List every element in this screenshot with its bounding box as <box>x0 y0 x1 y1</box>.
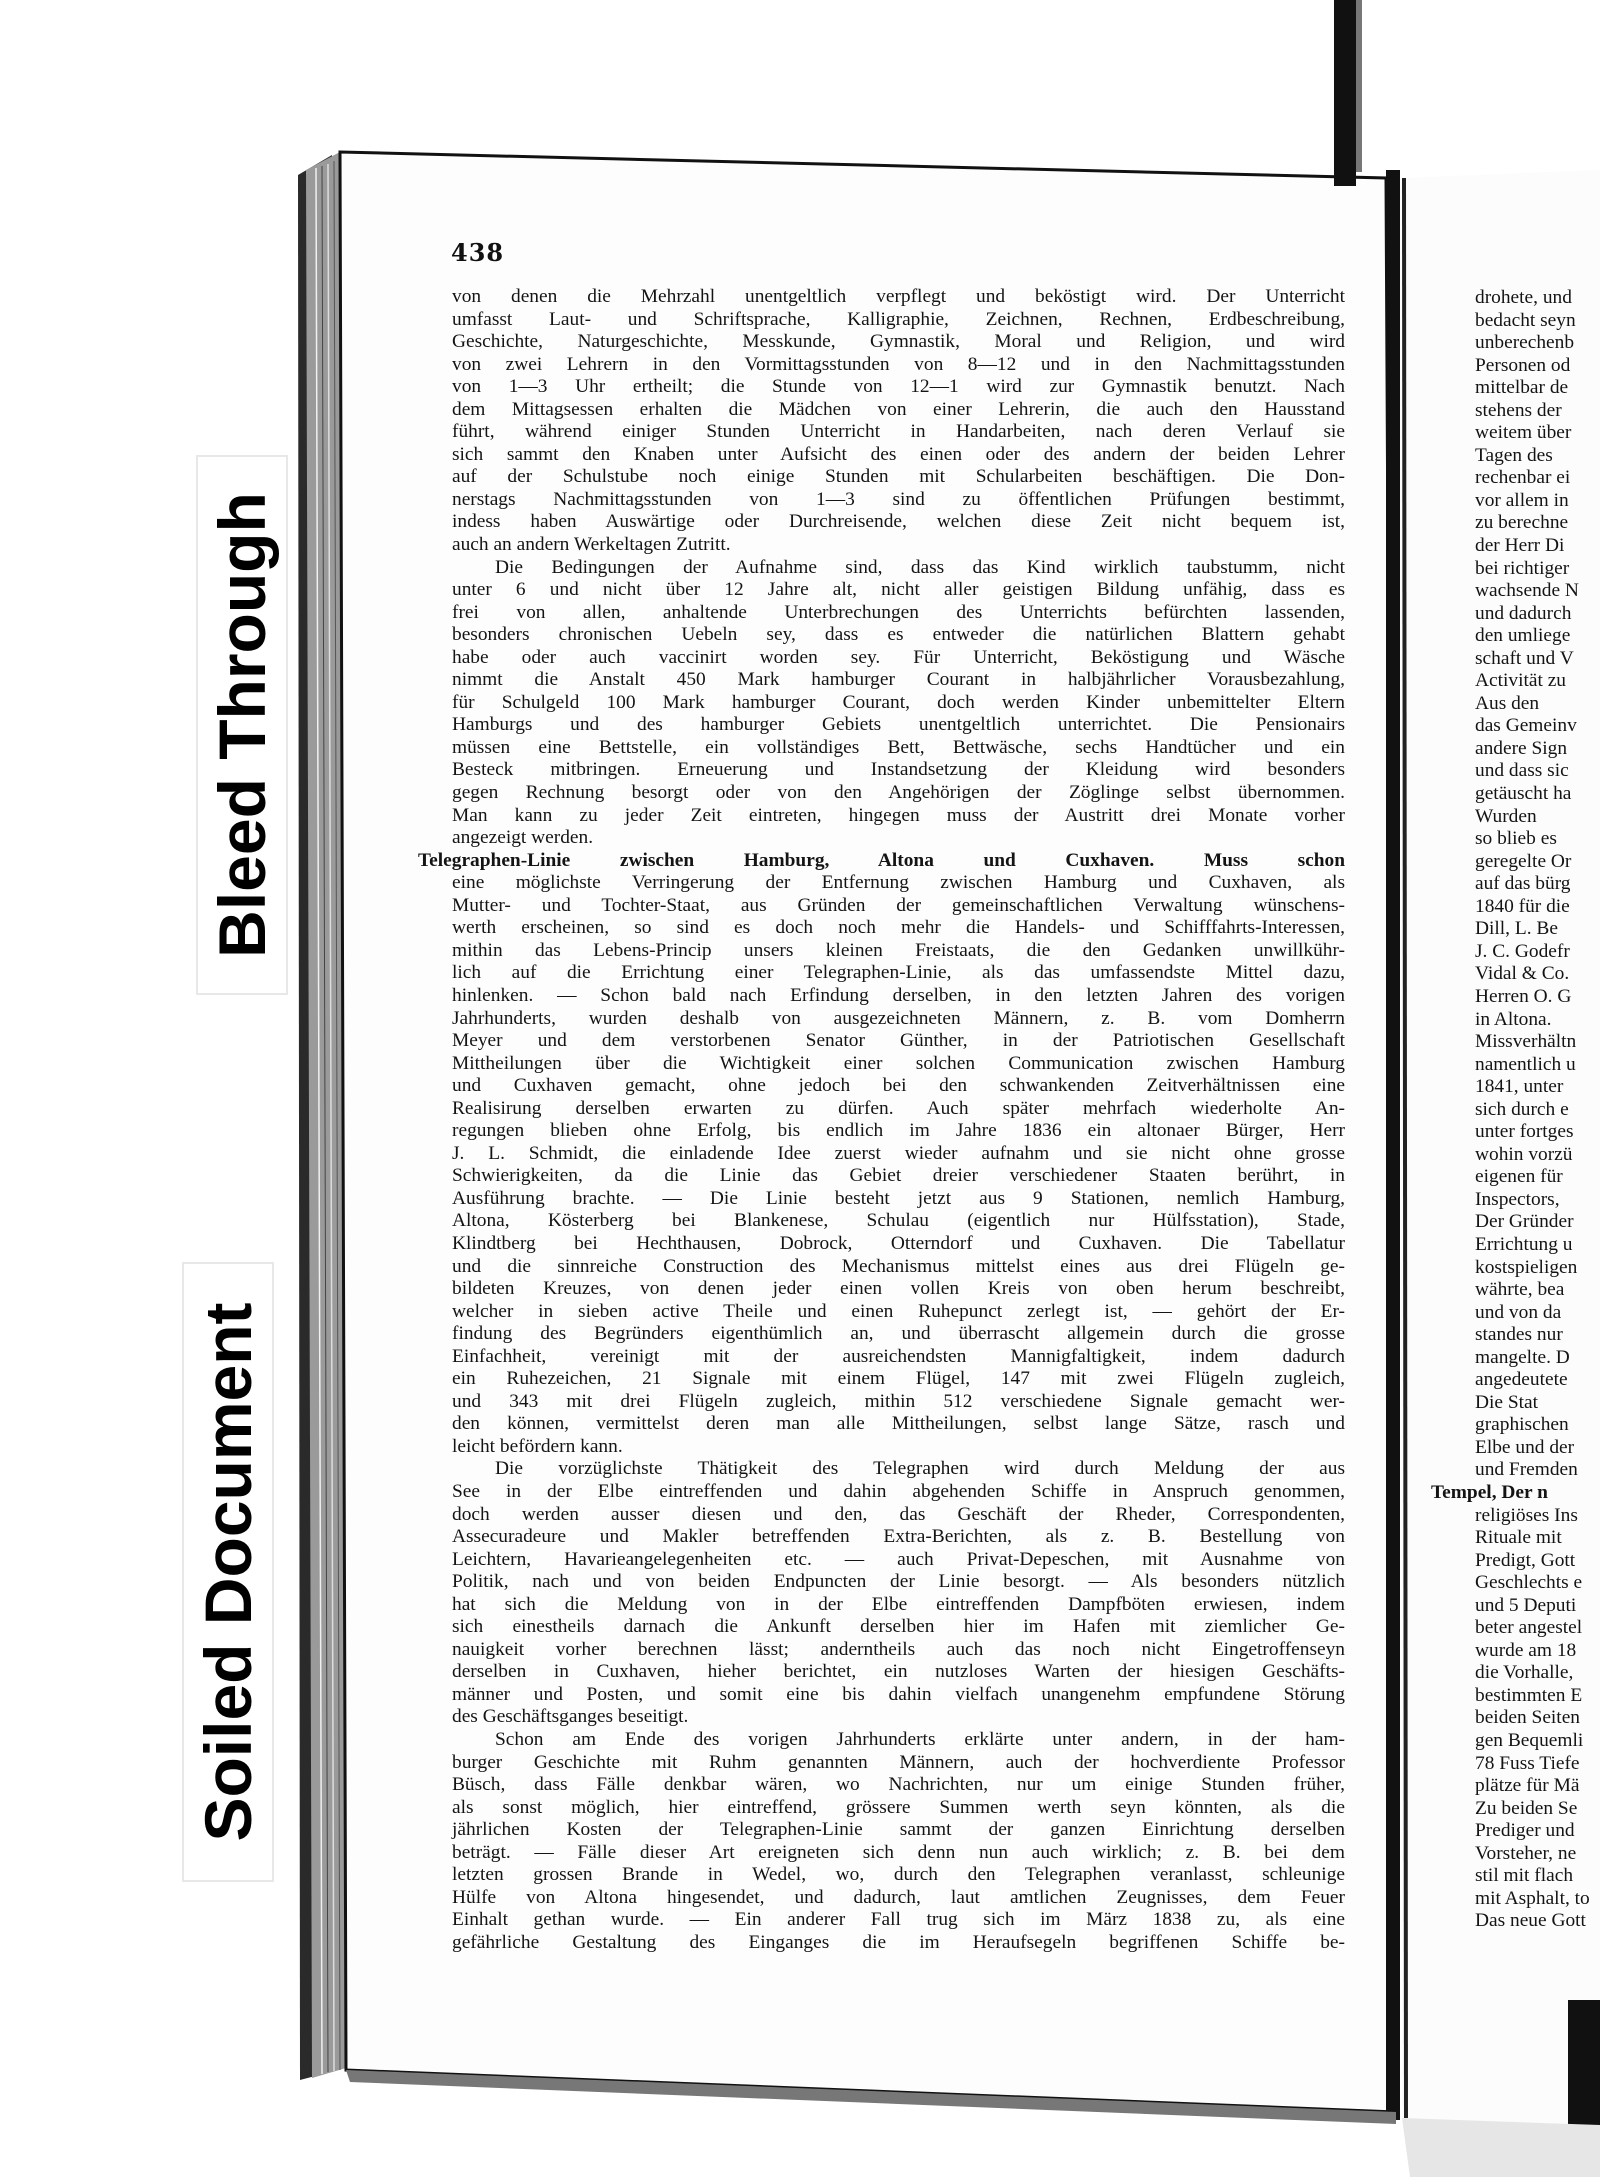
text-line: Mutter- und Tochter-Staat, aus Gründen der gemeinschaftlichen Verwaltung wünschens- <box>452 894 1345 916</box>
text-line: beträgt. — Fälle dieser Art ereigneten sich denn nun auch wirklich; z. B. bei dem <box>452 1841 1345 1863</box>
text-line: Assecuradeure und Makler betreffenden Extra-Berichten, als z. B. Bestellung von <box>452 1526 1345 1548</box>
text-line: J. L. Schmidt, die einladende Idee zuerst wieder aufnahm und sie nicht ohne grosse <box>452 1142 1345 1164</box>
facing-text-line: 1841, unter <box>1475 1076 1564 1098</box>
facing-text-line: bei richtiger <box>1475 557 1570 579</box>
text-line: auch an andern Werkeltagen Zutritt. <box>452 534 731 556</box>
text-line: und die sinnreiche Construction des Mechanismus mittelst eines aus drei Flügeln ge- <box>452 1255 1345 1277</box>
text-line: jährlichen Kosten der Telegraphen-Linie sammt der ganzen Einrichtung derselben <box>452 1819 1345 1841</box>
text-line: Meyer und dem verstorbenen Senator Günther, in der Patriotischen Gesellschaft <box>452 1030 1345 1052</box>
text-line: Die Bedingungen der Aufnahme sind, dass das Kind wirklich taubstumm, nicht <box>495 556 1345 578</box>
bleed-through-text: Bleed Through <box>205 492 279 958</box>
facing-text-line: mittelbar de <box>1475 377 1569 399</box>
facing-text-line: kostspieligen <box>1475 1256 1578 1278</box>
facing-text-line: geregelte Or <box>1475 850 1572 872</box>
soiled-document-label <box>182 1262 274 1882</box>
text-line: welcher in sieben active Theile und einen Ruhepunct zerlegt ist, — gehört der Er- <box>452 1300 1345 1322</box>
text-line: Telegraphen-Linie zwischen Hamburg, Altona und Cuxhaven. Muss schon <box>418 849 1345 871</box>
facing-text-line: Tagen des <box>1475 444 1553 466</box>
text-line: für Schulgeld 100 Mark hamburger Courant, doch werden Kinder unbemittelter Eltern <box>452 691 1345 713</box>
text-line: Besteck mitbringen. Erneuerung und Instandsetzung der Kleidung wird besonders <box>452 759 1345 781</box>
text-line: von denen die Mehrzahl unentgeltlich verpflegt und beköstigt wird. Der Unterricht <box>452 286 1345 307</box>
text-line: dem Mittagsessen erhalten die Mädchen von einer Lehrerin, die auch den Hausstand <box>452 398 1345 420</box>
text-line: männer und Posten, und somit eine bis dahin vielfach unangenehm empfundene Störung <box>452 1683 1345 1705</box>
text-line: ein Ruhezeichen, 21 Signale mit einem Flügel, 147 mit zwei Flügeln zugleich, <box>452 1368 1345 1390</box>
text-line: von zwei Lehrern in den Vormittagsstunden von 8—12 und in den Nachmittagsstunden <box>452 353 1345 375</box>
text-line: als sonst möglich, hier eintreffend, grössere Summen werth seyn könnten, als die <box>452 1796 1345 1818</box>
text-line: Leichtern, Havarieangelegenheiten etc. — auch Privat-Depeschen, mit Ausnahme von <box>452 1548 1345 1570</box>
text-line: nerstags Nachmittagsstunden von 1—3 sind zu öffentlichen Prüfungen bestimmt, <box>452 488 1345 510</box>
facing-text-line: Prediger und <box>1475 1820 1575 1842</box>
text-line: führt, während einiger Stunden Unterricht in Handarbeiten, nach deren Verlauf sie <box>452 421 1345 443</box>
facing-text-line: Geschlechts e <box>1475 1572 1583 1594</box>
facing-text-line: Elbe und der <box>1475 1436 1575 1458</box>
facing-text-line: Missverhältn <box>1475 1031 1577 1053</box>
text-line: Einfachheit, vereinigt mit der ausreichendsten Mannigfaltigkeit, indem dadurch <box>452 1345 1345 1367</box>
text-line: und Cuxhaven gemacht, ohne jedoch bei den schwankenden Zeitverhältnissen eine <box>452 1075 1345 1097</box>
text-line: regungen blieben ohne Erfolg, bis endlich im Jahre 1836 ein altonaer Bürger, Herr <box>452 1120 1345 1142</box>
text-line: Geschichte, Naturgeschichte, Messkunde, Gymnastik, Moral und Religion, und wird <box>452 331 1345 353</box>
text-line: besonders chronischen Uebeln sey, dass es entweder die natürlichen Blattern gehabt <box>452 624 1345 646</box>
facing-text-line: 1840 für die <box>1475 895 1570 917</box>
text-line: habe oder auch vaccinirt worden sey. Für Unterricht, Beköstigung und Wäsche <box>452 646 1345 668</box>
text-line: Altona, Kösterberg bei Blankenese, Schulau (eigentlich nur Hülfsstation), Stade, <box>452 1210 1345 1232</box>
facing-text-line: eigenen für <box>1475 1166 1563 1188</box>
text-line: letzten grossen Brande in Wedel, wo, durch den Telegraphen veranlasst, schleunige <box>452 1864 1345 1886</box>
text-line: des Geschäftsganges beseitigt. <box>452 1706 689 1728</box>
facing-text-line: wohin vorzü <box>1475 1143 1573 1165</box>
text-line: doch werden ausser diesen und den, das Geschäft der Rheder, Correspondenten, <box>452 1503 1345 1525</box>
text-line: bildeten Kreuzes, von denen jeder einen vollen Kreis von oben herum beschreibt, <box>452 1278 1345 1300</box>
facing-text-line: stil mit flach <box>1475 1865 1574 1887</box>
facing-text-line: wachsende N <box>1475 580 1579 602</box>
facing-text-line: unberechenb <box>1475 332 1575 354</box>
facing-text-line: unter fortges <box>1475 1121 1574 1143</box>
facing-text-line: und 5 Deputi <box>1475 1594 1577 1616</box>
facing-text-line: Zu beiden Se <box>1475 1797 1578 1819</box>
text-line: findung des Begründers eigenthümlich an, und überrascht allgemein durch die grosse <box>452 1323 1345 1345</box>
facing-text-line: beiden Seiten <box>1475 1707 1581 1729</box>
facing-text-line: wurde am 18 <box>1475 1639 1577 1661</box>
facing-text-line: graphischen <box>1475 1414 1569 1436</box>
facing-text-line: plätze für Mä <box>1475 1775 1580 1797</box>
text-line: nauigkeit vorher berechnen lässt; anderntheils auch das noch nicht Eingetroffenseyn <box>452 1638 1345 1660</box>
facing-text-line: den umliege <box>1475 625 1571 647</box>
text-line: frei von allen, anhaltende Unterbrechungen des Unterrichts befürchten lassenden, <box>452 601 1345 623</box>
facing-text-line: standes nur <box>1475 1324 1563 1346</box>
facing-text-line: und dass sic <box>1475 760 1569 782</box>
facing-text-line: Der Gründer <box>1475 1211 1574 1233</box>
bleed-through-label <box>196 455 288 995</box>
facing-text-line: und von da <box>1475 1301 1562 1323</box>
facing-text-line: Dill, L. Be <box>1475 918 1558 940</box>
text-line: Schwierigkeiten, da die Linie das Gebiet dreier verschiedener Staaten berührt, in <box>452 1165 1345 1187</box>
facing-text-line: andere Sign <box>1475 737 1568 759</box>
facing-text-line: bestimmten E <box>1475 1684 1583 1706</box>
text-line: leicht befördern kann. <box>452 1435 623 1457</box>
facing-text-line: vor allem in <box>1475 489 1569 511</box>
facing-text-line: mit Asphalt, to <box>1475 1887 1590 1909</box>
text-line: See in der Elbe eintreffenden und dahin abgehenden Schiffe in Anspruch genommen, <box>452 1480 1345 1502</box>
facing-text-line: zu berechne <box>1475 512 1569 534</box>
text-line: Man kann zu jeder Zeit eintreten, hingegen muss der Austritt drei Monate vorher <box>452 804 1345 826</box>
text-line: werth erscheinen, so sind es doch noch mehr die Handels- und Schifffahrts-Interessen, <box>452 917 1345 939</box>
text-line: Hamburgs und des hamburger Gebiets unentgeltlich unterrichtet. Die Pensionairs <box>452 714 1345 736</box>
facing-text-line: Aus den <box>1475 692 1540 714</box>
facing-text-line: Wurden <box>1475 805 1537 827</box>
text-line: Mittheilungen über die Wichtigkeit einer solchen Communication zwischen Hamburg <box>452 1052 1345 1074</box>
facing-text-line: bedacht seyn <box>1475 309 1576 331</box>
facing-text-line: die Vorhalle, <box>1475 1662 1574 1684</box>
text-line: Realisirung derselben erwarten zu dürfen. Auch später mehrfach wiederholte An- <box>452 1097 1345 1119</box>
facing-text-line: schaft und V <box>1475 647 1574 669</box>
text-line: Klindtberg bei Hechthausen, Dobrock, Otterndorf und Cuxhaven. Die Tabellatur <box>452 1232 1345 1254</box>
text-line: burger Geschichte mit Ruhm genannten Männern, auch der hochverdiente Professor <box>452 1751 1345 1773</box>
text-line: sich sammt den Knaben unter Aufsicht des einen oder des andern der beiden Lehrer <box>452 443 1345 465</box>
main-page-text <box>418 286 1345 1954</box>
facing-text-line: Die Stat <box>1475 1391 1539 1413</box>
text-line: unter 6 und nicht über 12 Jahre alt, nicht aller geistigen Bildung unfähig, dass es <box>452 579 1345 601</box>
text-line: umfasst Laut- und Schriftsprache, Kalligraphie, Zeichnen, Rechnen, Erdbeschreibung, <box>452 308 1345 330</box>
text-line: gefährliche Gestaltung des Einganges die im Heraufsegeln begriffenen Schiffe be- <box>452 1931 1345 1953</box>
facing-text-line: auf das bürg <box>1475 873 1571 895</box>
facing-text-line: Tempel, Der n <box>1431 1481 1548 1503</box>
text-line: sich einestheils darnach die Ankunft derselben hier im Hafen mit ziemlicher Ge- <box>452 1616 1345 1638</box>
facing-text-line: währte, bea <box>1475 1279 1565 1301</box>
facing-text-line: Personen od <box>1475 354 1571 376</box>
facing-text-line: Herren O. G <box>1475 985 1572 1007</box>
facing-text-line: so blieb es <box>1475 828 1557 850</box>
facing-text-line: Vidal & Co. <box>1475 963 1570 985</box>
facing-text-line: stehens der <box>1475 399 1562 421</box>
facing-text-line: Das neue Gott <box>1475 1910 1586 1932</box>
text-line: Schon am Ende des vorigen Jahrhunderts erklärte unter andern, in der ham- <box>495 1729 1345 1750</box>
text-line: Jahrhunderts, wurden deshalb von ausgezeichneten Männern, z. B. vom Domherrn <box>452 1007 1345 1029</box>
text-line: Ausführung brachte. — Die Linie besteht jetzt aus 9 Stationen, nemlich Hamburg, <box>452 1187 1345 1209</box>
text-line: mithin das Lebens-Princip unsers kleinen Freistaats, die den Gedanken unwillkühr- <box>452 939 1345 961</box>
gutter-shadow <box>1386 170 1400 2120</box>
text-line: Einhalt gethan wurde. — Ein anderer Fall trug sich im März 1838 zu, als eine <box>452 1909 1345 1931</box>
text-line: auf der Schulstube noch einige Stunden mit Schularbeiten beschäftigen. Die Don- <box>452 466 1345 488</box>
text-line: lich auf die Errichtung einer Telegraphen-Linie, als das umfassendste Mittel dazu, <box>452 962 1345 984</box>
text-line: den können, vermittelst deren man alle Mittheilungen, selbst lange Sätze, rasch und <box>452 1413 1345 1435</box>
text-line: Die vorzüglichste Thätigkeit des Telegraphen wird durch Meldung der aus <box>495 1458 1345 1480</box>
facing-text-line: getäuscht ha <box>1475 783 1572 805</box>
text-line: Politik, nach und von beiden Endpuncten der Linie besorgt. — Als besonders nützlich <box>452 1571 1345 1593</box>
text-line: gegen Rechnung besorgt oder von den Angehörigen der Zöglinge selbst übernommen. <box>452 782 1345 804</box>
text-line: müssen eine Bettstelle, ein vollständiges Bett, Bettwäsche, sechs Handtücher und ein <box>452 736 1345 758</box>
facing-text-line: in Altona. <box>1475 1008 1552 1030</box>
facing-text-line: und dadurch <box>1475 602 1572 624</box>
scan-edge-top-right <box>1334 0 1356 186</box>
facing-text-line: religiöses Ins <box>1475 1504 1578 1526</box>
facing-text-line: gen Bequemli <box>1475 1730 1584 1751</box>
facing-text-line: namentlich u <box>1475 1053 1576 1075</box>
text-line: nimmt die Anstalt 450 Mark hamburger Courant in halbjährlicher Vorausbezahlung, <box>452 669 1345 691</box>
text-line: hat sich die Meldung von in der Elbe eintreffenden Dampfböten erwiesen, indem <box>452 1593 1345 1615</box>
facing-text-line: rechenbar ei <box>1475 467 1571 489</box>
text-line: derselben in Cuxhaven, hieher berichtet, ein nutzloses Warten der hiesigen Geschäfts- <box>452 1661 1345 1683</box>
facing-text-line: der Herr Di <box>1475 535 1565 557</box>
text-line: von 1—3 Uhr ertheilt; die Stunde von 12—1 wird zur Gymnastik benutzt. Nach <box>452 376 1345 398</box>
facing-text-line: das Gemeinv <box>1475 715 1577 737</box>
text-line: indess haben Auswärtige oder Durchreisende, welchen diese Zeit nicht bequem ist, <box>452 511 1345 533</box>
text-line: hinlenken. — Schon bald nach Erfindung derselben, in den letzten Jahren des vorigen <box>452 984 1345 1006</box>
facing-text-line: Activität zu <box>1475 670 1566 692</box>
facing-text-line: und Fremden <box>1475 1459 1578 1481</box>
text-line: Büsch, dass Fälle denkbar wären, wo Nachrichten, nur um einige Stunden früher, <box>452 1774 1345 1796</box>
text-line: eine möglichste Verringerung der Entfernung zwischen Hamburg und Cuxhaven, als <box>452 872 1345 894</box>
facing-text-line: beter angestel <box>1475 1617 1583 1639</box>
facing-text-line: J. C. Godefr <box>1475 940 1570 962</box>
facing-page-text <box>1431 287 1600 1933</box>
facing-text-line: sich durch e <box>1475 1098 1569 1120</box>
facing-text-line: mangelte. D <box>1475 1346 1570 1368</box>
facing-text-line: Vorsteher, ne <box>1475 1842 1577 1864</box>
facing-text-line: angedeutete <box>1475 1369 1568 1391</box>
facing-text-line: Inspectors, <box>1475 1188 1560 1210</box>
facing-text-line: weitem über <box>1475 422 1572 444</box>
facing-text-line: 78 Fuss Tiefe <box>1475 1752 1580 1774</box>
text-line: und 343 mit drei Flügeln zugleich, mithin 512 verschiedene Signale gemacht wer- <box>452 1390 1345 1412</box>
facing-text-line: Predigt, Gott <box>1475 1549 1576 1571</box>
page-number: 438 <box>451 238 505 267</box>
facing-text-line: Errichtung u <box>1475 1233 1573 1255</box>
text-line: angezeigt werden. <box>452 827 594 849</box>
soiled-document-text: Soiled Document <box>191 1302 265 1842</box>
text-line: Hülfe von Altona hingesendet, und dadurch, laut amtlichen Zeugnisses, dem Feuer <box>452 1886 1345 1908</box>
facing-text-line: drohete, und <box>1475 287 1572 308</box>
facing-text-line: Rituale mit <box>1475 1527 1562 1549</box>
